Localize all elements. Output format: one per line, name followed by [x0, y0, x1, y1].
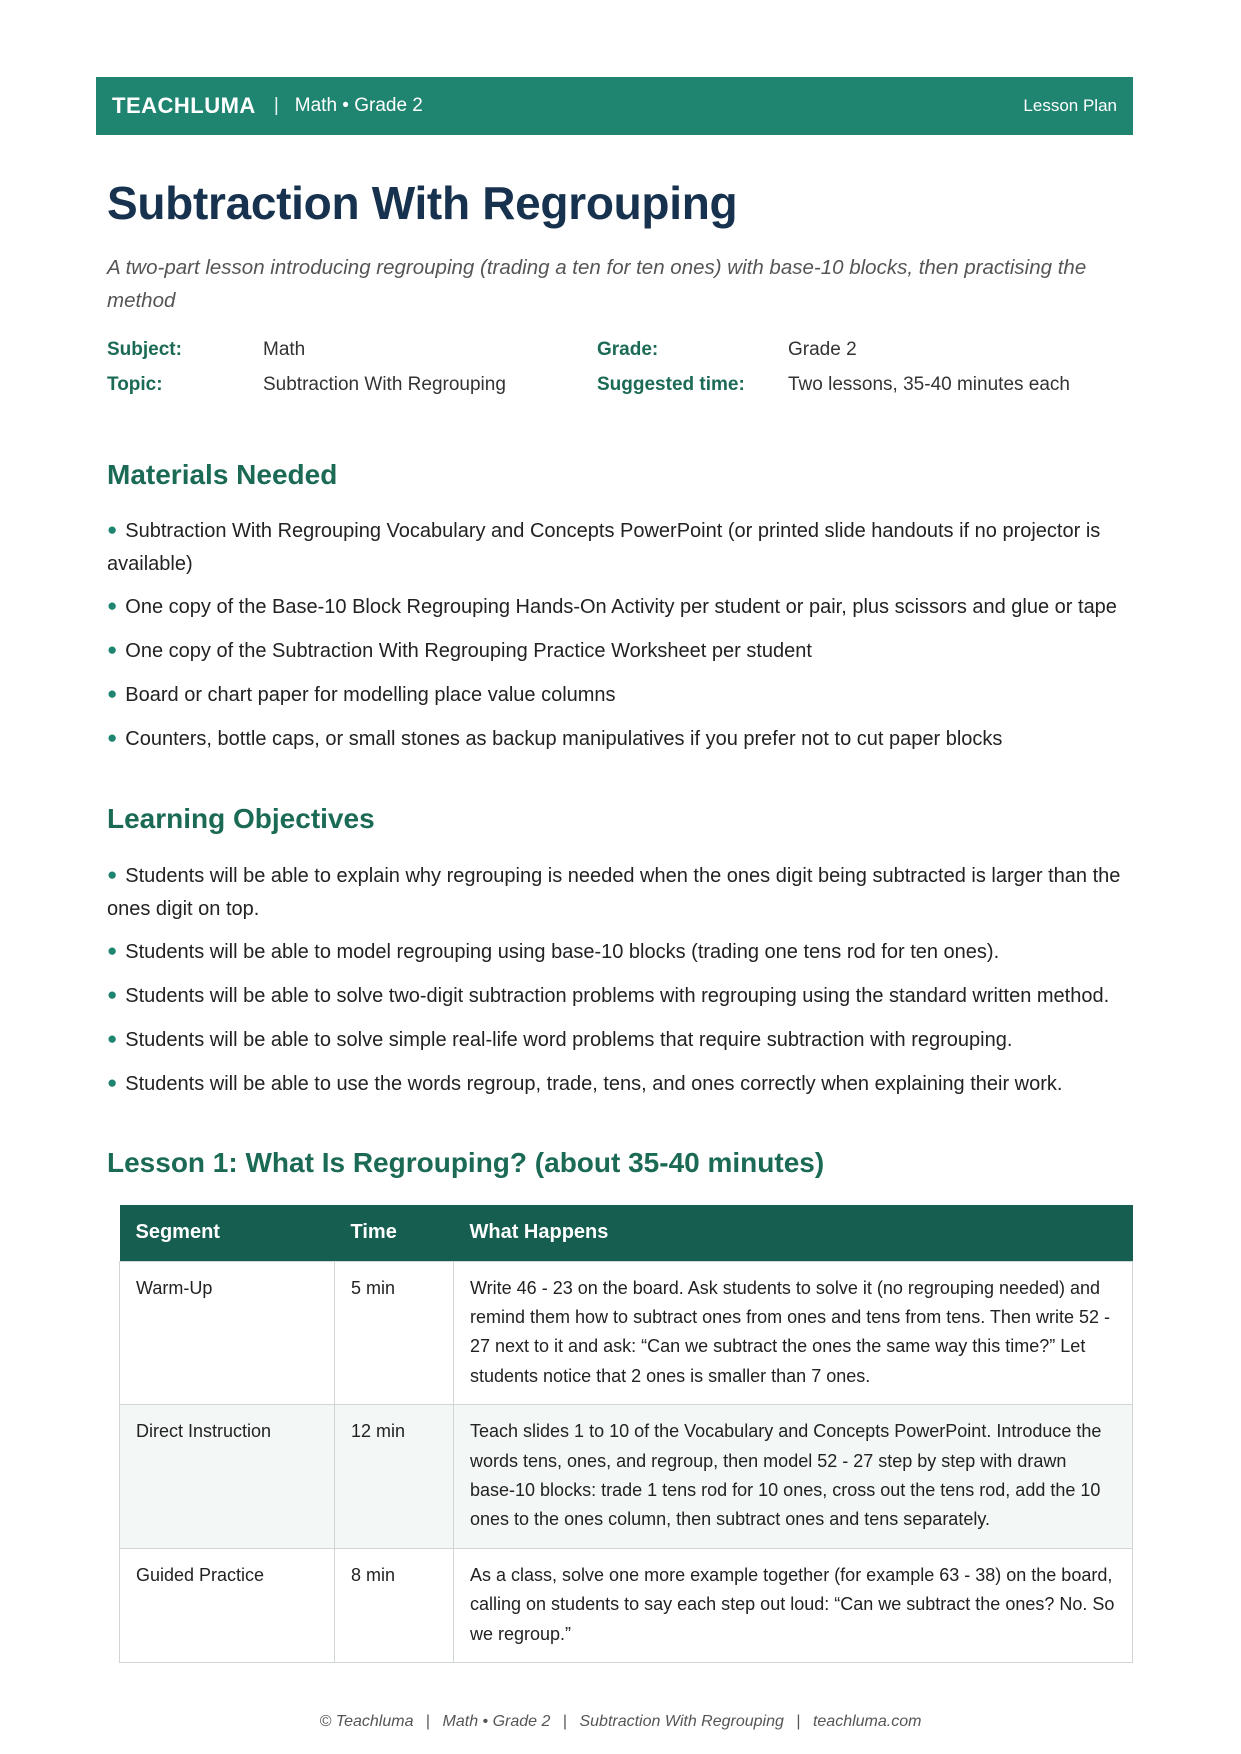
list-item: ● Board or chart paper for modelling place value columns [107, 684, 616, 706]
list-item: ● Students will be able to explain why regrouping is needed when the ones digit being subtracted is larger than the ones digit on top. [107, 865, 1121, 920]
table-header-row [120, 1205, 1133, 1261]
segment-cell: Guided Practice [120, 1548, 335, 1662]
list-item: ● Subtraction With Regrouping Vocabulary and Concepts PowerPoint (or printed slide handouts if no projector is available) [107, 520, 1101, 575]
segment-cell: Warm-Up [120, 1261, 335, 1405]
page-subtitle: A two-part lesson introducing regrouping (trading a ten for ten ones) with base-10 blocks, then practising the method [107, 256, 1087, 312]
grade-label: Grade: [597, 339, 659, 360]
time-cell: 5 min [335, 1261, 454, 1405]
bullet-icon: ● [107, 684, 118, 703]
bullet-icon: ● [107, 941, 118, 960]
footer-subject-grade: Math • Grade 2 [442, 1713, 551, 1730]
table-row [120, 1548, 1133, 1662]
bullet-icon: ● [107, 640, 118, 659]
bullet-icon: ● [107, 865, 118, 884]
list-item: ● Students will be able to solve two-digit subtraction problems with regrouping using the standard written method. [107, 985, 1110, 1007]
page-footer [0, 1713, 1241, 1731]
header-banner [96, 77, 1133, 135]
time-label: Suggested time: [597, 374, 745, 395]
description-cell: As a class, solve one more example together (for example 63 - 38) on the board, calling on students to say each step out loud: “Can we subtract the ones? No. So we regroup.” [454, 1548, 1133, 1662]
footer-copyright: © Teachluma [319, 1713, 414, 1730]
subject-value: Math [263, 339, 306, 360]
page-title: Subtraction With Regrouping [107, 177, 738, 229]
column-header-time: Time [335, 1205, 454, 1261]
time-cell: 8 min [335, 1548, 454, 1662]
bullet-icon: ● [107, 596, 118, 615]
bullet-icon: ● [107, 520, 118, 539]
objectives-list [107, 860, 1137, 1112]
materials-heading: Materials Needed [107, 459, 338, 490]
bullet-icon: ● [107, 1029, 118, 1048]
column-header-segment: Segment [120, 1205, 335, 1261]
footer-separator: | [796, 1713, 801, 1730]
footer-separator: | [562, 1713, 568, 1730]
footer-topic: Subtraction With Regrouping [579, 1713, 784, 1730]
objectives-heading: Learning Objectives [107, 803, 375, 834]
time-value: Two lessons, 35-40 minutes each [788, 374, 1070, 395]
list-item: ● One copy of the Subtraction With Regrouping Practice Worksheet per student [107, 640, 812, 662]
subject-label: Subject: [107, 339, 182, 360]
topic-label: Topic: [107, 374, 163, 395]
footer-website: teachluma.com [812, 1713, 922, 1730]
time-cell: 12 min [335, 1405, 454, 1549]
bullet-icon: ● [107, 728, 118, 747]
header-subject-grade: Math • Grade 2 [294, 95, 423, 116]
header-doc-type: Lesson Plan [1023, 96, 1117, 115]
materials-list [107, 515, 1137, 767]
list-item: ● Students will be able to solve simple real-life word problems that require subtraction with regrouping. [107, 1029, 1013, 1051]
table-row [120, 1261, 1133, 1405]
description-cell: Write 46 - 23 on the board. Ask students to solve it (no regrouping needed) and remind them how to subtract ones from ones and tens from tens. Then write 52 - 27 next to it and ask: “Can we subtract the ones the same way this time?” Let students notice that 2 ones is smaller than 7 ones. [454, 1261, 1133, 1405]
topic-value: Subtraction With Regrouping [263, 374, 506, 395]
list-item: ● Counters, bottle caps, or small stones as backup manipulatives if you prefer not to cut paper blocks [107, 728, 1003, 750]
lesson1-heading: Lesson 1: What Is Regrouping? (about 35-40 minutes) [107, 1147, 825, 1178]
table-row [120, 1405, 1133, 1549]
column-header-what-happens: What Happens [454, 1205, 1133, 1261]
brand-logo-text: TEACHLUMA [112, 93, 256, 118]
header-separator: | [273, 95, 279, 116]
footer-separator: | [425, 1713, 431, 1730]
grade-value: Grade 2 [788, 339, 857, 360]
list-item: ● Students will be able to model regrouping using base-10 blocks (trading one tens rod for ten ones). [107, 941, 1000, 963]
bullet-icon: ● [107, 985, 118, 1004]
description-cell: Teach slides 1 to 10 of the Vocabulary and Concepts PowerPoint. Introduce the words tens, ones, and regroup, then model 52 - 27 step by step with drawn base-10 blocks: trade 1 tens rod for 10 ones, cross out the tens rod, add the 10 ones to the ones column, then subtract ones and tens separately. [454, 1405, 1133, 1549]
list-item: ● One copy of the Base-10 Block Regrouping Hands-On Activity per student or pair, plus scissors and glue or tape [107, 596, 1117, 618]
segment-cell: Direct Instruction [120, 1405, 335, 1549]
bullet-icon: ● [107, 1073, 118, 1092]
list-item: ● Students will be able to use the words regroup, trade, tens, and ones correctly when explaining their work. [107, 1073, 1063, 1095]
lesson1-table [119, 1205, 1133, 1663]
